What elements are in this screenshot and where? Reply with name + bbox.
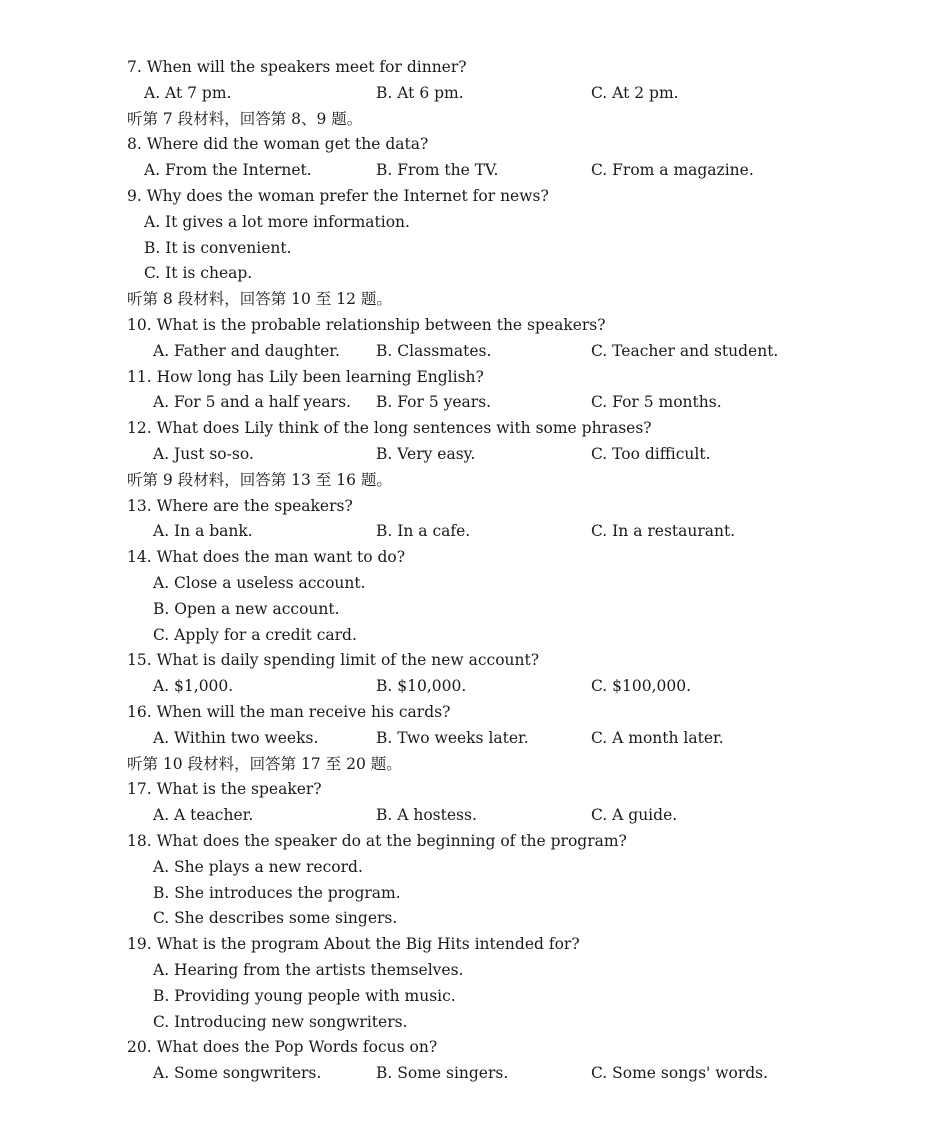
option-a: A. For 5 and a half years. bbox=[153, 393, 351, 412]
option-text: C. Apply for a credit card. bbox=[153, 625, 357, 644]
option-c: C. In a restaurant. bbox=[591, 522, 736, 541]
question-text: 9. Why does the woman prefer the Internet for news? bbox=[127, 187, 549, 205]
question-line bbox=[0, 647, 950, 673]
question-text: 14. What does the man want to do? bbox=[127, 548, 406, 567]
section-instruction bbox=[0, 751, 950, 777]
question-line bbox=[0, 544, 950, 570]
option-c: C. From a magazine. bbox=[591, 161, 754, 180]
option-b: B. From the TV. bbox=[376, 161, 499, 180]
option-line bbox=[0, 235, 950, 261]
options-row bbox=[0, 157, 950, 183]
question-text: 18. What does the speaker do at the beginning of the program? bbox=[127, 832, 627, 850]
option-b: B. $10,000. bbox=[376, 677, 467, 696]
question-line bbox=[0, 828, 950, 854]
question-line bbox=[0, 54, 950, 80]
section-text: 听第 10 段材料，回答第 17 至 20 题。 bbox=[127, 754, 402, 773]
question-text: 8. Where did the woman get the data? bbox=[127, 135, 429, 154]
option-text: C. Introducing new songwriters. bbox=[153, 1012, 408, 1031]
question-line bbox=[0, 312, 950, 338]
option-c: C. A guide. bbox=[591, 806, 678, 825]
option-text: B. She introduces the program. bbox=[153, 883, 401, 902]
question-line bbox=[0, 931, 950, 957]
option-b: B. In a cafe. bbox=[376, 522, 471, 541]
option-line bbox=[0, 905, 950, 931]
option-text: B. Providing young people with music. bbox=[153, 986, 456, 1005]
question-text: 13. Where are the speakers? bbox=[127, 496, 353, 515]
option-c: C. For 5 months. bbox=[591, 393, 722, 412]
option-b: B. A hostess. bbox=[376, 806, 477, 825]
option-line bbox=[0, 854, 950, 880]
option-b: B. Classmates. bbox=[376, 341, 492, 360]
question-text: 12. What does Lily think of the long sentences with some phrases? bbox=[127, 419, 652, 438]
question-text: 20. What does the Pop Words focus on? bbox=[127, 1038, 438, 1057]
options-row bbox=[0, 338, 950, 364]
option-line bbox=[0, 622, 950, 648]
options-row bbox=[0, 802, 950, 828]
option-text: A. Close a useless account. bbox=[153, 574, 366, 592]
option-c: C. $100,000. bbox=[591, 677, 692, 696]
option-a: A. From the Internet. bbox=[144, 161, 312, 180]
question-text: 15. What is daily spending limit of the new account? bbox=[127, 651, 540, 670]
option-text: C. She describes some singers. bbox=[153, 909, 398, 928]
question-line bbox=[0, 493, 950, 519]
option-line bbox=[0, 596, 950, 622]
question-text: 17. What is the speaker? bbox=[127, 780, 322, 799]
options-row bbox=[0, 441, 950, 467]
options-row bbox=[0, 518, 950, 544]
option-a: A. In a bank. bbox=[153, 522, 253, 541]
option-c: C. At 2 pm. bbox=[591, 83, 679, 102]
option-a: A. Within two weeks. bbox=[153, 728, 319, 747]
option-b: B. Some singers. bbox=[376, 1064, 509, 1083]
option-a: A. At 7 pm. bbox=[144, 83, 232, 102]
options-row bbox=[0, 389, 950, 415]
option-text: C. It is cheap. bbox=[144, 264, 253, 283]
option-line bbox=[0, 957, 950, 983]
question-line bbox=[0, 415, 950, 441]
question-line bbox=[0, 699, 950, 725]
options-row bbox=[0, 1060, 950, 1086]
option-line bbox=[0, 570, 950, 596]
section-text: 听第 8 段材料，回答第 10 至 12 题。 bbox=[127, 290, 392, 309]
options-row bbox=[0, 673, 950, 699]
option-a: A. A teacher. bbox=[153, 806, 254, 825]
options-row bbox=[0, 80, 950, 106]
option-c: C. Teacher and student. bbox=[591, 341, 779, 360]
option-c: C. A month later. bbox=[591, 728, 724, 747]
question-text: 7. When will the speakers meet for dinner? bbox=[127, 58, 467, 76]
option-a: A. Just so-so. bbox=[153, 445, 254, 463]
section-text: 听第 9 段材料，回答第 13 至 16 题。 bbox=[127, 470, 392, 489]
section-text: 听第 7 段材料，回答第 8、9 题。 bbox=[127, 109, 363, 128]
option-text: B. Open a new account. bbox=[153, 599, 340, 618]
option-a: A. $1,000. bbox=[153, 677, 234, 696]
option-c: C. Too difficult. bbox=[591, 445, 711, 463]
option-text: A. She plays a new record. bbox=[153, 857, 363, 876]
option-b: B. For 5 years. bbox=[376, 393, 492, 412]
question-line bbox=[0, 131, 950, 157]
question-text: 19. What is the program About the Big Hits intended for? bbox=[127, 935, 580, 954]
question-line bbox=[0, 776, 950, 802]
section-instruction bbox=[0, 286, 950, 312]
section-instruction bbox=[0, 467, 950, 493]
option-b: B. Very easy. bbox=[376, 445, 476, 463]
option-line bbox=[0, 983, 950, 1009]
option-line bbox=[0, 209, 950, 235]
option-text: B. It is convenient. bbox=[144, 238, 292, 257]
option-b: B. At 6 pm. bbox=[376, 83, 464, 102]
option-line bbox=[0, 260, 950, 286]
section-instruction bbox=[0, 106, 950, 132]
question-line bbox=[0, 183, 950, 209]
question-text: 11. How long has Lily been learning English? bbox=[127, 367, 484, 386]
question-line bbox=[0, 364, 950, 390]
question-text: 10. What is the probable relationship between the speakers? bbox=[127, 316, 606, 334]
option-line bbox=[0, 1009, 950, 1035]
option-line bbox=[0, 880, 950, 906]
option-a: A. Some songwriters. bbox=[153, 1064, 322, 1083]
question-text: 16. When will the man receive his cards? bbox=[127, 703, 451, 721]
option-a: A. Father and daughter. bbox=[153, 341, 340, 360]
options-row bbox=[0, 725, 950, 751]
option-text: A. It gives a lot more information. bbox=[144, 212, 410, 231]
option-c: C. Some songs' words. bbox=[591, 1064, 769, 1083]
question-line bbox=[0, 1034, 950, 1060]
option-text: A. Hearing from the artists themselves. bbox=[153, 961, 464, 979]
option-b: B. Two weeks later. bbox=[376, 728, 529, 747]
